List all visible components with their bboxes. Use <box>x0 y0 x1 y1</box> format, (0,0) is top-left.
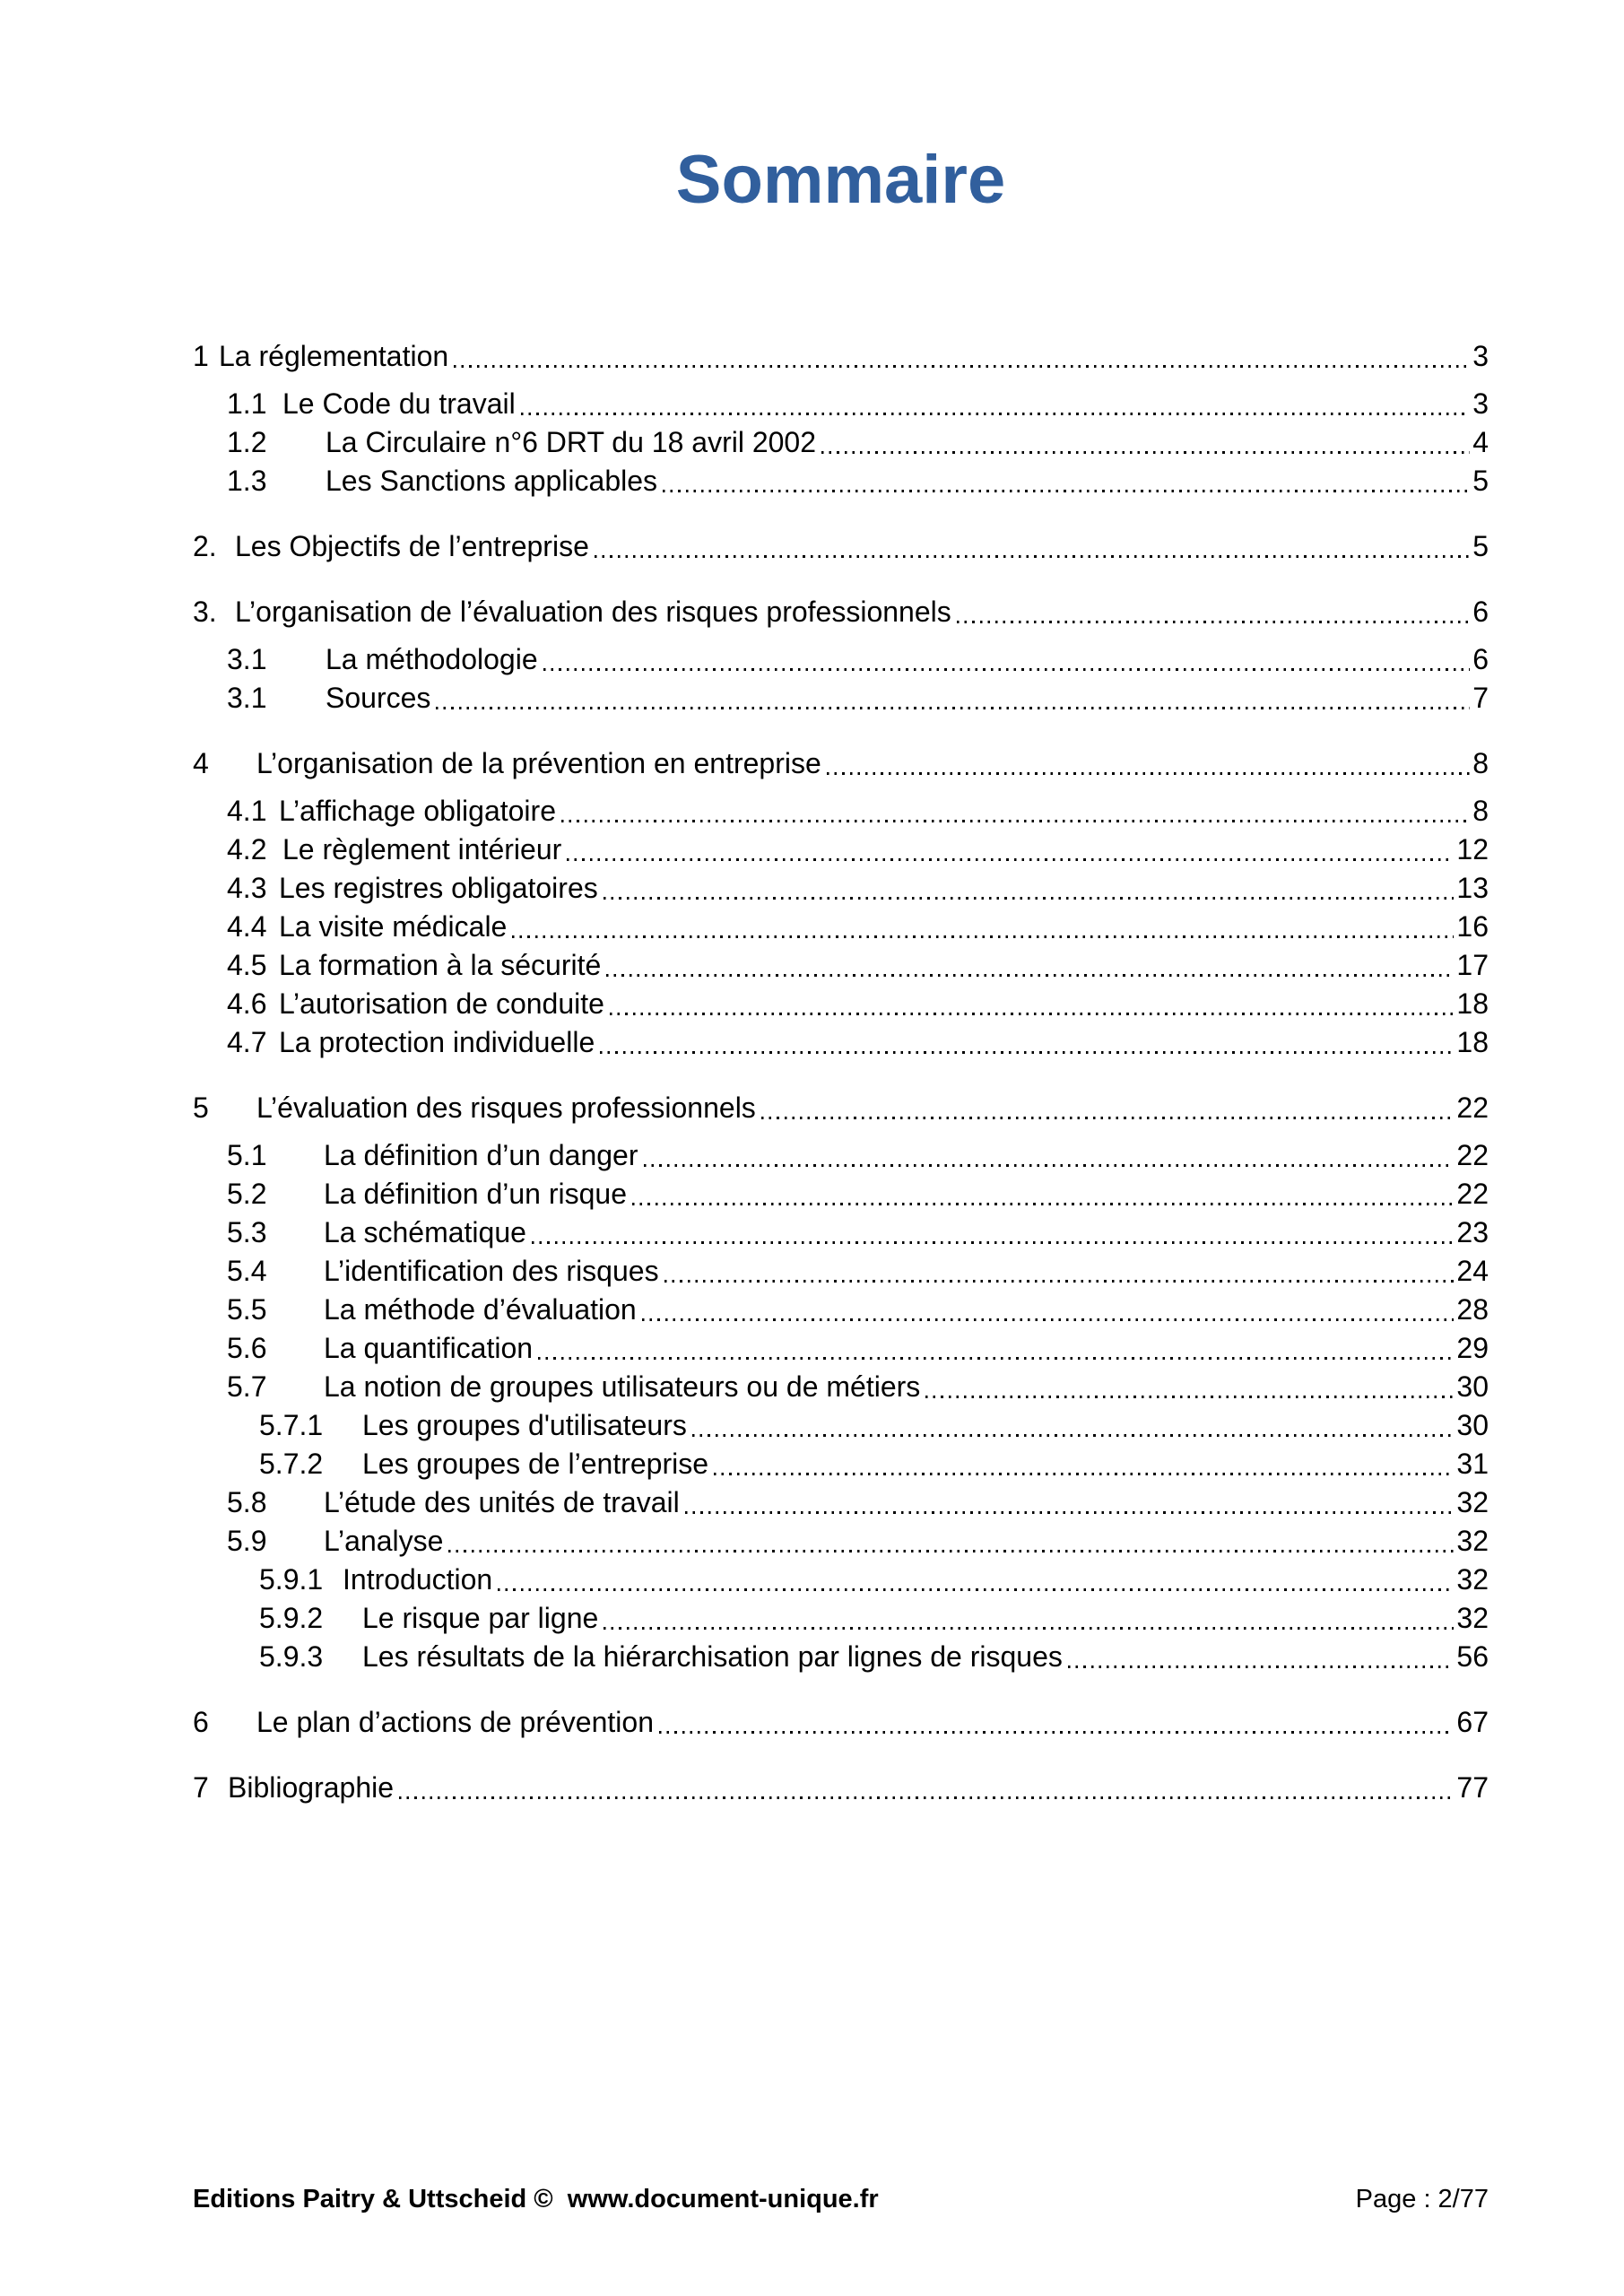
toc-entry-title: L’organisation de la prévention en entreprise <box>256 747 821 780</box>
toc-entry-title: Les groupes de l’entreprise <box>362 1448 709 1481</box>
dot-leader <box>448 1550 1454 1552</box>
toc-entry-title: La schématique <box>324 1216 526 1249</box>
dot-leader <box>610 1013 1454 1015</box>
toc-entry-title: La visite médicale <box>279 910 508 944</box>
toc-entry-number: 2. <box>193 530 217 563</box>
dot-leader <box>512 935 1454 938</box>
toc-entry-title: L’évaluation des risques professionnels <box>256 1091 756 1125</box>
toc-entry-title: La Circulaire n°6 DRT du 18 avril 2002 <box>326 426 817 459</box>
toc-entry-page: 24 <box>1456 1255 1489 1288</box>
toc-entry <box>193 1599 1489 1638</box>
toc-entry-number: 5.9 <box>227 1525 267 1558</box>
toc-entry-number: 5.9.1 <box>259 1563 324 1596</box>
dot-leader <box>642 1318 1455 1321</box>
toc-entry-page: 3 <box>1472 387 1489 421</box>
toc-entry-title: L’identification des risques <box>324 1255 659 1288</box>
toc-entry-title: La méthodologie <box>326 643 538 676</box>
toc-entry-page: 16 <box>1456 910 1489 944</box>
toc-entry <box>193 640 1489 679</box>
toc-entry <box>193 1638 1489 1676</box>
toc-entry-title: Introduction <box>343 1563 493 1596</box>
toc-entry-number: 5.7 <box>227 1370 267 1404</box>
toc-entry-title: La formation à la sécurité <box>279 949 602 982</box>
toc-entry <box>193 385 1489 423</box>
toc-entry-page: 5 <box>1472 465 1489 498</box>
toc-entry-page: 67 <box>1456 1706 1489 1739</box>
toc-entry <box>193 792 1489 831</box>
page-footer <box>193 2185 1489 2214</box>
toc-entry-page: 23 <box>1456 1216 1489 1249</box>
dot-leader <box>600 1051 1454 1054</box>
dot-leader <box>659 1731 1454 1734</box>
toc-entry <box>193 462 1489 500</box>
toc-entry <box>193 946 1489 985</box>
dot-leader <box>761 1117 1455 1119</box>
toc-entry-number: 4.5 <box>227 949 267 982</box>
toc-entry-page: 32 <box>1456 1486 1489 1519</box>
dot-leader <box>454 365 1470 368</box>
toc-entry-page: 13 <box>1456 872 1489 905</box>
toc-entry <box>193 1213 1489 1252</box>
toc-entry-number: 5.4 <box>227 1255 267 1288</box>
toc-entry-title: Le règlement intérieur <box>282 833 562 866</box>
toc-entry <box>193 1483 1489 1522</box>
toc-entry <box>193 1406 1489 1445</box>
toc-entry-number: 4.7 <box>227 1026 267 1059</box>
toc-entry-title: La méthode d’évaluation <box>324 1293 637 1326</box>
toc-entry-number: 4.1 <box>227 795 267 828</box>
toc-entry-title: Les groupes d'utilisateurs <box>362 1409 687 1442</box>
dot-leader <box>604 897 1455 900</box>
toc-entry-number: 5.1 <box>227 1139 267 1172</box>
toc-entry-number: 4.6 <box>227 987 267 1021</box>
toc-entry <box>193 985 1489 1023</box>
toc-entry-number: 5.9.2 <box>259 1602 324 1635</box>
toc-entry-page: 6 <box>1472 596 1489 629</box>
toc-entry-title: Les registres obligatoires <box>279 872 598 905</box>
toc-entry <box>193 423 1489 462</box>
toc-entry-number: 1.3 <box>227 465 267 498</box>
toc-entry-page: 4 <box>1472 426 1489 459</box>
dot-leader <box>685 1511 1455 1514</box>
dot-leader <box>604 1627 1454 1630</box>
toc-entry-number: 4.4 <box>227 910 267 944</box>
toc-entry <box>193 593 1489 631</box>
toc-entry <box>193 1252 1489 1291</box>
toc-entry <box>193 679 1489 718</box>
toc-entry <box>193 1445 1489 1483</box>
toc-entry-number: 5 <box>193 1091 209 1125</box>
footer-page-number: Page : 2/77 <box>1355 2185 1489 2213</box>
toc-entry-number: 4.3 <box>227 872 267 905</box>
toc-entry-number: 1.2 <box>227 426 267 459</box>
dot-leader <box>644 1164 1455 1167</box>
toc-entry-number: 5.7.1 <box>259 1409 324 1442</box>
toc-entry-number: 3. <box>193 596 217 629</box>
toc-entry-page: 8 <box>1472 795 1489 828</box>
toc-entry-title: L’autorisation de conduite <box>279 987 604 1021</box>
toc-entry <box>193 869 1489 908</box>
dot-leader <box>714 1473 1454 1475</box>
toc-entry-number: 1 <box>193 340 209 373</box>
toc-entry <box>193 527 1489 566</box>
toc-entry <box>193 1175 1489 1213</box>
dot-leader <box>664 1280 1455 1283</box>
toc-entry <box>193 744 1489 783</box>
toc-entry-page: 18 <box>1456 1026 1489 1059</box>
toc-entry <box>193 1089 1489 1127</box>
toc-entry-page: 22 <box>1456 1178 1489 1211</box>
toc-entry-title: L’affichage obligatoire <box>279 795 556 828</box>
toc-entry <box>193 831 1489 869</box>
toc-entry-number: 5.8 <box>227 1486 267 1519</box>
toc-entry-page: 7 <box>1472 682 1489 715</box>
toc-entry-title: Les résultats de la hiérarchisation par lignes de risques <box>362 1640 1063 1674</box>
toc-entry-page: 17 <box>1456 949 1489 982</box>
toc-entry-title: Bibliographie <box>228 1771 395 1805</box>
toc-entry-page: 28 <box>1456 1293 1489 1326</box>
toc-entry <box>193 1329 1489 1368</box>
toc-entry <box>193 1703 1489 1742</box>
dot-leader <box>692 1434 1455 1437</box>
dot-leader <box>606 974 1454 977</box>
dot-leader <box>595 555 1470 558</box>
toc-entry-page: 5 <box>1472 530 1489 563</box>
toc-entry-title: Sources <box>326 682 431 715</box>
toc-entry-title: La définition d’un danger <box>324 1139 638 1172</box>
dot-leader <box>821 451 1470 454</box>
toc-entry-page: 22 <box>1456 1139 1489 1172</box>
dot-leader <box>521 413 1470 415</box>
dot-leader <box>957 621 1470 623</box>
dot-leader <box>561 820 1470 822</box>
toc-entry-number: 5.3 <box>227 1216 267 1249</box>
footer-publisher: Editions Paitry & Uttscheid © www.document-unique.fr <box>193 2185 879 2213</box>
toc-entry-page: 30 <box>1456 1409 1489 1442</box>
toc-entry-page: 6 <box>1472 643 1489 676</box>
toc-entry-number: 5.6 <box>227 1332 267 1365</box>
toc-entry-page: 8 <box>1472 747 1489 780</box>
toc-entry <box>193 337 1489 376</box>
toc-entry-title: Les Objectifs de l’entreprise <box>235 530 589 563</box>
toc-entry-number: 6 <box>193 1706 209 1739</box>
dot-leader <box>1068 1665 1455 1668</box>
toc-entry <box>193 1522 1489 1561</box>
toc-entry-number: 1.1 <box>227 387 267 421</box>
dot-leader <box>567 858 1454 861</box>
toc-entry-page: 77 <box>1456 1771 1489 1805</box>
toc-entry-page: 12 <box>1456 833 1489 866</box>
toc-entry <box>193 908 1489 946</box>
toc-entry-number: 3.1 <box>227 682 267 715</box>
toc-entry-page: 32 <box>1456 1563 1489 1596</box>
dot-leader <box>436 707 1470 709</box>
toc-entry-number: 4 <box>193 747 209 780</box>
dot-leader <box>543 668 1471 671</box>
toc-entry-title: Le Code du travail <box>282 387 516 421</box>
toc-entry-page: 3 <box>1472 340 1489 373</box>
toc-entry <box>193 1136 1489 1175</box>
toc-entry-title: Le plan d’actions de prévention <box>256 1706 654 1739</box>
toc-entry <box>193 1023 1489 1062</box>
dot-leader <box>663 490 1470 492</box>
toc-entry-page: 32 <box>1456 1602 1489 1635</box>
toc-entry <box>193 1368 1489 1406</box>
dot-leader <box>538 1357 1454 1360</box>
toc-entry-title: Les Sanctions applicables <box>326 465 658 498</box>
toc-entry-number: 7 <box>193 1771 209 1805</box>
toc-entry-title: L’organisation de l’évaluation des risques professionnels <box>235 596 951 629</box>
toc-entry-page: 31 <box>1456 1448 1489 1481</box>
toc-entry <box>193 1291 1489 1329</box>
dot-leader <box>532 1241 1454 1244</box>
toc-entry-number: 5.2 <box>227 1178 267 1211</box>
dot-leader <box>827 772 1470 775</box>
toc-entry-number: 5.9.3 <box>259 1640 324 1674</box>
toc-entry-page: 22 <box>1456 1091 1489 1125</box>
toc-entry-page: 32 <box>1456 1525 1489 1558</box>
toc-entry-number: 4.2 <box>227 833 267 866</box>
toc-entry <box>193 1769 1489 1807</box>
dot-leader <box>498 1588 1454 1591</box>
toc-entry-page: 18 <box>1456 987 1489 1021</box>
toc-entry <box>193 1561 1489 1599</box>
dot-leader <box>925 1396 1454 1398</box>
toc-entry-title: La réglementation <box>219 340 449 373</box>
toc-entry-title: La quantification <box>324 1332 534 1365</box>
dot-leader <box>399 1796 1454 1799</box>
toc-entry-title: La notion de groupes utilisateurs ou de métiers <box>324 1370 921 1404</box>
toc-entry-title: L’étude des unités de travail <box>324 1486 680 1519</box>
toc-entry-page: 29 <box>1456 1332 1489 1365</box>
dot-leader <box>632 1203 1454 1205</box>
toc-entry-title: La définition d’un risque <box>324 1178 628 1211</box>
toc-entry-title: La protection individuelle <box>279 1026 595 1059</box>
page-title: Sommaire <box>675 142 1006 218</box>
toc-entry-number: 5.5 <box>227 1293 267 1326</box>
table-of-contents <box>193 337 1489 1807</box>
toc-entry-number: 5.7.2 <box>259 1448 324 1481</box>
toc-entry-page: 30 <box>1456 1370 1489 1404</box>
toc-entry-number: 3.1 <box>227 643 267 676</box>
toc-entry-title: Le risque par ligne <box>362 1602 599 1635</box>
toc-entry-page: 56 <box>1456 1640 1489 1674</box>
toc-entry-title: L’analyse <box>324 1525 444 1558</box>
